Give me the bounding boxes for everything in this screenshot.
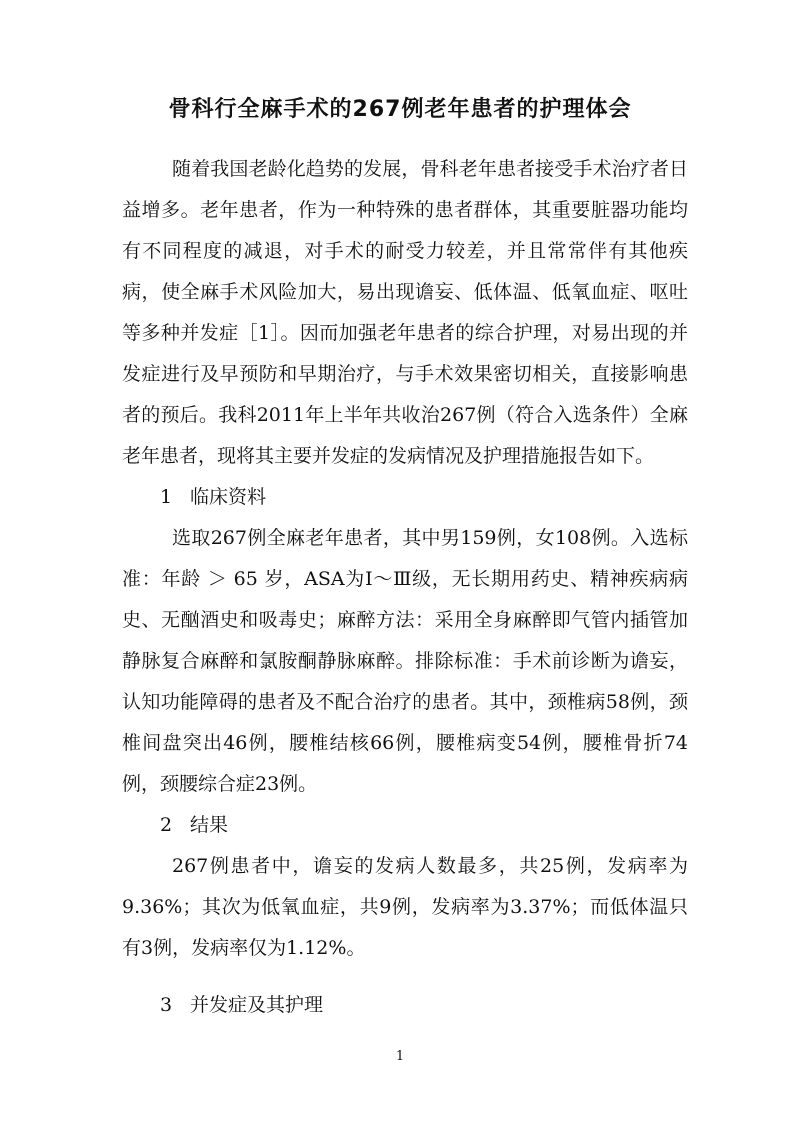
section-paragraph-1: 选取267例全麻老年患者，其中男159例，女108例。入选标准：年龄 ＞ 65 岁，ASA为Ⅰ～Ⅲ级，无长期用药史、精神疾病病史、无酗酒史和吸毒史；麻醉方法：采用全身麻醉即气管内插管加静脉复合麻醉和氯胺酮静脉麻醉。排除标准：手术前诊断为谵妄，认知功能障碍的患者及不配合治疗的患者。其中，颈椎病58例，颈椎间盘突出46例，腰椎结核66例，腰椎病变54例，腰椎骨折74例，颈腰综合症23例。 [122,527,688,795]
intro-paragraph: 随着我国老龄化趋势的发展，骨科老年患者接受手术治疗者日益增多。老年患者，作为一种特殊的患者群体，其重要脏器功能均有不同程度的减退，对手术的耐受力较差，并且常常伴有其他疾病，使全麻手术风险加大，易出现谵妄、低体温、低氧血症、呕吐等多种并发症［1］。因而加强老年患者的综合护理，对易出现的并发症进行及早预防和早期治疗，与手术效果密切相关，直接影响患者的预后。我科2011年上半年共收治267例（符合入选条件）全麻老年患者，现将其主要并发症的发病情况及护理措施报告如下。 [122,158,688,467]
section-heading-2 [122,805,688,846]
section-title: 临床资料 [190,486,267,508]
section-title: 结果 [190,814,229,836]
section-heading-3 [122,985,688,1026]
paragraph-spacer [122,969,688,985]
section-heading-1 [122,477,688,518]
section-paragraph-2: 267例患者中，谵妄的发病人数最多，共25例，发病率为9.36%；其次为低氧血症，共9例，发病率为3.37%；而低体温只有3例，发病率仅为1.12%。 [122,855,688,959]
section-number: 3 [160,994,173,1016]
document-body [122,149,688,1026]
page-number: 1 [395,1049,405,1064]
section-number: 2 [160,814,173,836]
document-title: 骨科行全麻手术的267例老年患者的护理体会 [168,97,632,122]
section-number: 1 [160,486,173,508]
section-title: 并发症及其护理 [190,994,324,1016]
